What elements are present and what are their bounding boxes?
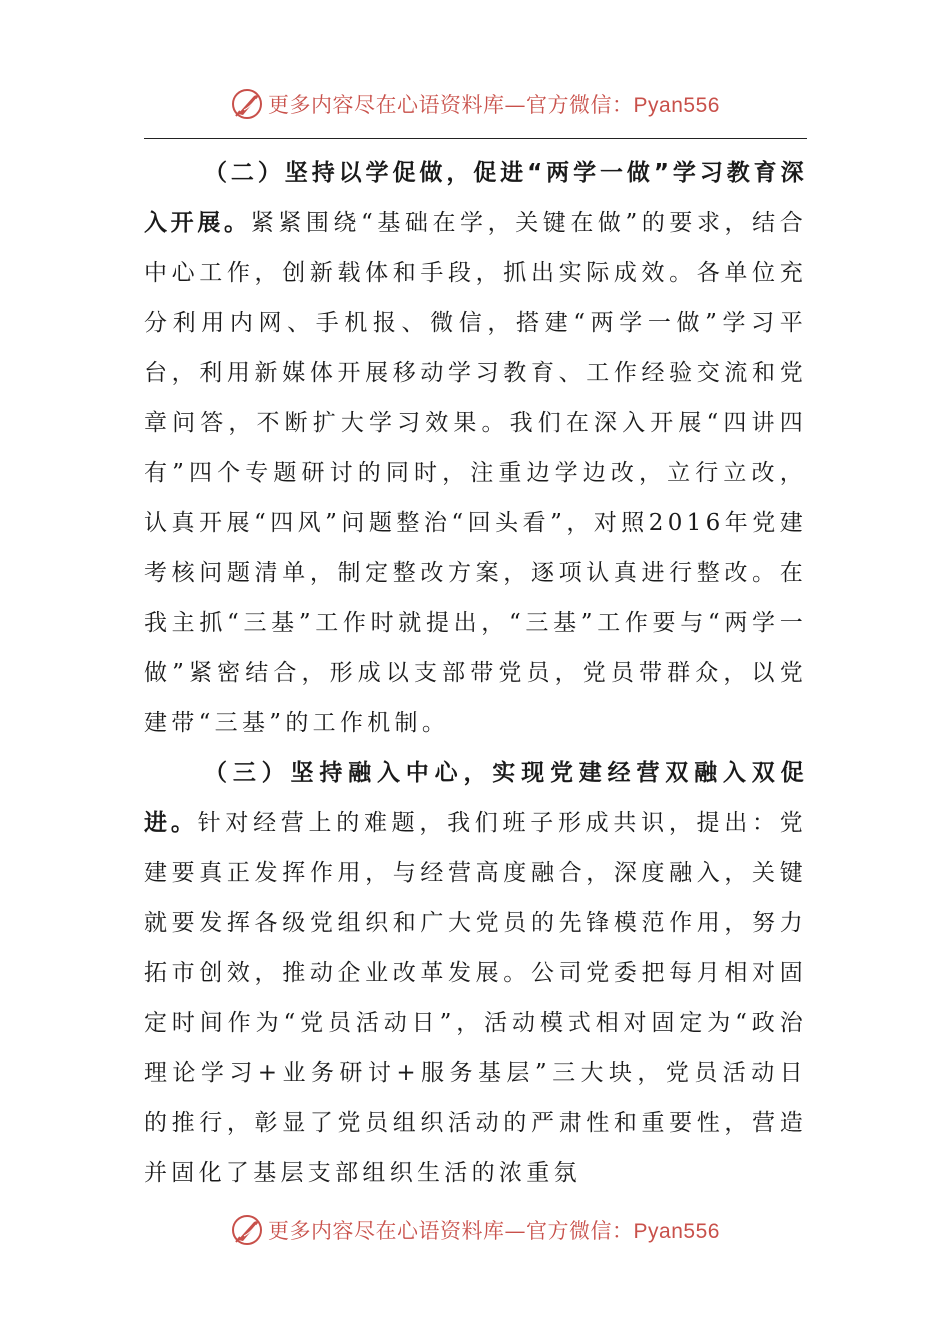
paragraph-section-3 — [144, 748, 807, 1198]
paragraph-text: 针对经营上的难题，我们班子形成共识，提出：党建要真正发挥作用，与经营高度融合，深度融入，关键就要发挥各级党组织和广大党员的先锋模范作用，努力拓市创效，推动企业改革发展。公司党委把每月相对固定时间作为“党员活动日”，活动模式相对固定为“政治理论学习+业务研讨+服务基层”三大块，党员活动日的推行，彰显了党员组织活动的严肃性和重要性，营造并固化了基层支部组织生活的浓重氛 — [144, 810, 807, 1186]
paragraph-heading: （三）坚持融入中心，实现党建经营双融入双促进。 — [144, 760, 807, 836]
watermark-wechat-id: Pyan556 — [633, 1220, 720, 1243]
quill-pen-icon — [230, 1213, 264, 1247]
header-watermark — [0, 84, 950, 124]
watermark-wechat-label: 官方微信： — [526, 1219, 634, 1243]
paragraph-heading: （二）坚持以学促做，促进“两学一做”学习教育深入开展。 — [144, 160, 807, 236]
footer-watermark — [0, 1210, 950, 1250]
quill-pen-icon — [230, 87, 264, 121]
watermark-wechat-label: 官方微信： — [526, 93, 634, 117]
paragraph-text: 紧紧围绕“基础在学，关键在做”的要求，结合中心工作，创新载体和手段，抓出实际成效。各单位充分利用内网、手机报、微信，搭建“两学一做”学习平台，利用新媒体开展移动学习教育、工作经验交流和党章问答，不断扩大学习效果。我们在深入开展“四讲四有”四个专题研讨的同时，注重边学边改，立行立改，认真开展“四风”问题整治“回头看”，对照2016年党建考核问题清单，制定整改方案，逐项认真进行整改。在我主抓“三基”工作时就提出，“三基”工作要与“两学一做”紧密结合，形成以支部带党员，党员带群众，以党建带“三基”的工作机制。 — [144, 210, 807, 736]
watermark-separator: — — [504, 1219, 527, 1243]
paragraph-section-2 — [144, 148, 807, 748]
watermark-site-text: 更多内容尽在心语资料库 — [268, 93, 505, 117]
watermark-text — [268, 89, 720, 119]
watermark-wechat-id: Pyan556 — [633, 94, 720, 117]
header-divider — [144, 138, 807, 139]
watermark-site-text: 更多内容尽在心语资料库 — [268, 1219, 505, 1243]
watermark-separator: — — [504, 93, 527, 117]
document-body — [144, 148, 807, 1198]
watermark-text — [268, 1215, 720, 1245]
